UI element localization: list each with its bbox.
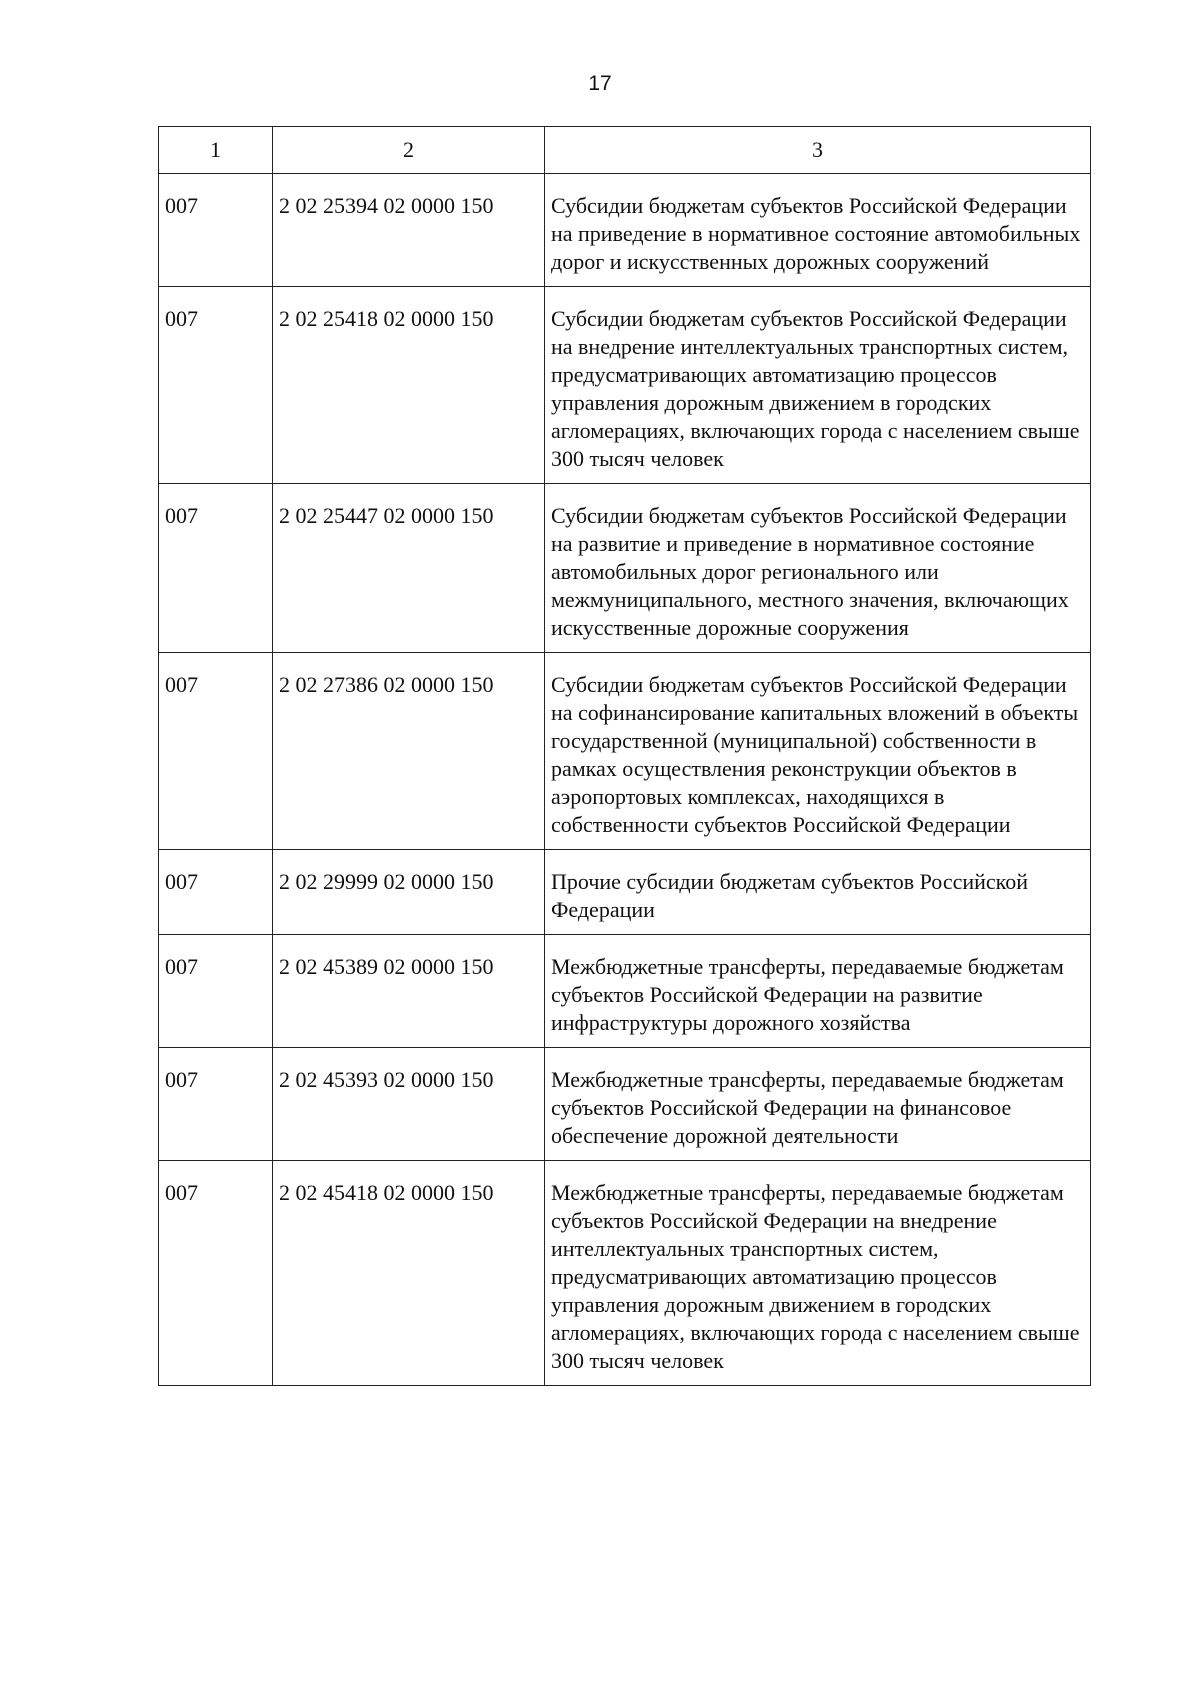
budget-code-cell: 2 02 27386 02 0000 150 [273,653,545,850]
table-row [159,287,1091,484]
page-number: 17 [588,72,612,95]
admin-code-cell: 007 [159,653,273,850]
description-cell: Субсидии бюджетам субъектов Российской Федерации на приведение в нормативное состояние автомобильных дорог и искусственных дорожных сооружений [545,174,1091,287]
admin-code-cell: 007 [159,174,273,287]
budget-codes-table [158,126,1091,1386]
admin-code-cell: 007 [159,1161,273,1386]
column-header-1: 1 [159,127,273,174]
table-row [159,174,1091,287]
table-header-row [159,127,1091,174]
budget-code-cell: 2 02 45389 02 0000 150 [273,935,545,1048]
description-cell: Прочие субсидии бюджетам субъектов Российской Федерации [545,850,1091,935]
admin-code-cell: 007 [159,484,273,653]
budget-code-cell: 2 02 25447 02 0000 150 [273,484,545,653]
budget-code-cell: 2 02 25418 02 0000 150 [273,287,545,484]
description-cell: Межбюджетные трансферты, передаваемые бюджетам субъектов Российской Федерации на финансовое обеспечение дорожной деятельности [545,1048,1091,1161]
admin-code-cell: 007 [159,850,273,935]
description-cell: Межбюджетные трансферты, передаваемые бюджетам субъектов Российской Федерации на развитие инфраструктуры дорожного хозяйства [545,935,1091,1048]
description-cell: Субсидии бюджетам субъектов Российской Федерации на внедрение интеллектуальных транспортных систем, предусматривающих автоматизацию процессов управления дорожным движением в городских агломерациях, включающих города с населением свыше 300 тысяч человек [545,287,1091,484]
budget-code-cell: 2 02 29999 02 0000 150 [273,850,545,935]
table-row [159,1048,1091,1161]
column-header-3: 3 [545,127,1091,174]
description-cell: Субсидии бюджетам субъектов Российской Федерации на развитие и приведение в нормативное состояние автомобильных дорог регионального или межмуниципального, местного значения, включающих искусственные дорожные сооружения [545,484,1091,653]
column-header-2: 2 [273,127,545,174]
table-row [159,653,1091,850]
table-row [159,484,1091,653]
budget-code-cell: 2 02 45393 02 0000 150 [273,1048,545,1161]
admin-code-cell: 007 [159,935,273,1048]
table-row [159,850,1091,935]
budget-code-cell: 2 02 25394 02 0000 150 [273,174,545,287]
table-row [159,935,1091,1048]
description-cell: Субсидии бюджетам субъектов Российской Федерации на софинансирование капитальных вложений в объекты государственной (муниципальной) собственности в рамках осуществления реконструкции объектов в аэропортовых комплексах, находящихся в собственности субъектов Российской Федерации [545,653,1091,850]
admin-code-cell: 007 [159,287,273,484]
admin-code-cell: 007 [159,1048,273,1161]
table-row [159,1161,1091,1386]
budget-code-cell: 2 02 45418 02 0000 150 [273,1161,545,1386]
description-cell: Межбюджетные трансферты, передаваемые бюджетам субъектов Российской Федерации на внедрение интеллектуальных транспортных систем, предусматривающих автоматизацию процессов управления дорожным движением в городских агломерациях, включающих города с населением свыше 300 тысяч человек [545,1161,1091,1386]
